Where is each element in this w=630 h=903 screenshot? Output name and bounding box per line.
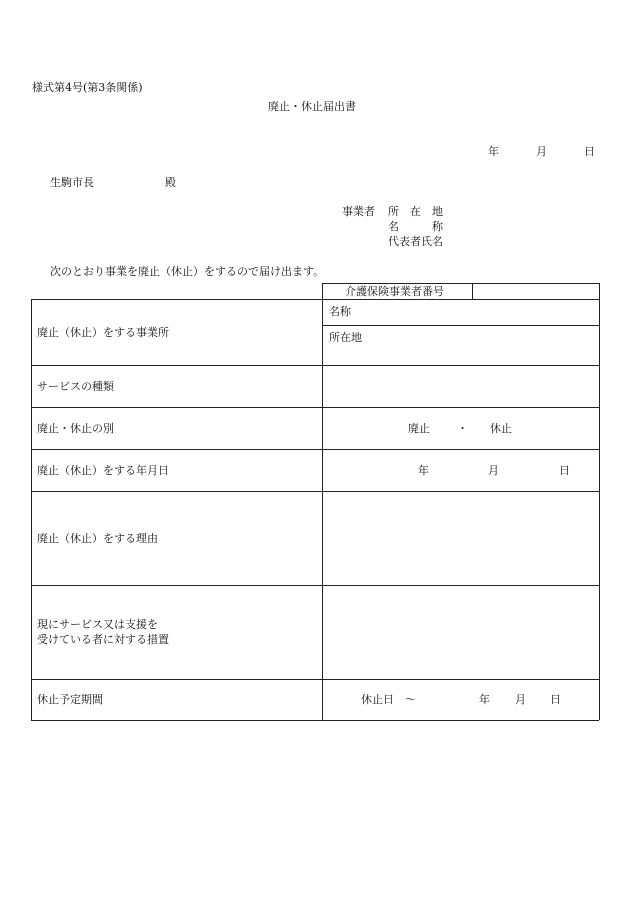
provider-number-field[interactable] [476,285,596,299]
measures-field[interactable] [325,588,595,676]
intro-text: 次のとおり事業を廃止（休止）をするので届け出ます。 [50,265,325,278]
period-year: 年 [479,693,490,706]
row-reason-label: 廃止（休止）をする理由 [37,532,158,545]
row-period-label: 休止予定期間 [37,693,103,706]
facility-address-label: 所在地 [329,331,362,344]
form-title: 廃止・休止届出書 [268,100,356,113]
applicant-label: 事業者 [342,205,375,218]
row-facility-label: 廃止（休止）をする事業所 [37,326,169,339]
facility-name-label: 名称 [329,305,351,318]
addressee-honorific: 殿 [165,176,176,189]
row-date-day: 日 [559,464,570,477]
period-day: 日 [550,693,561,706]
applicant-name-label: 名 称 [388,220,443,233]
addressee-name: 生駒市長 [50,176,94,189]
provider-number-label: 介護保険事業者番号 [345,285,444,298]
date-month-label: 月 [536,145,547,158]
row-type-label: 廃止・休止の別 [37,422,114,435]
row-measures-label-line2: 受けている者に対する措置 [37,633,169,646]
row-service-type-label: サービスの種類 [37,380,114,393]
reason-field[interactable] [325,494,595,582]
applicant-address-label: 所 在 地 [388,205,443,218]
option-abolish[interactable]: 廃止 [408,422,430,435]
service-type-field[interactable] [325,368,595,404]
period-until: 休止日 ～ [361,693,416,706]
date-year-label: 年 [488,145,499,158]
period-month: 月 [515,693,526,706]
applicant-representative-label: 代表者氏名 [388,235,443,248]
row-date-year: 年 [418,464,429,477]
form-label: 様式第4号(第3条関係) [32,81,143,94]
option-suspend[interactable]: 休止 [490,422,512,435]
row-measures-label-line1: 現にサービス又は支援を [37,618,158,631]
row-date-label: 廃止（休止）をする年月日 [37,464,169,477]
row-date-month: 月 [488,464,499,477]
date-day-label: 日 [584,145,595,158]
option-separator: ・ [457,422,468,435]
